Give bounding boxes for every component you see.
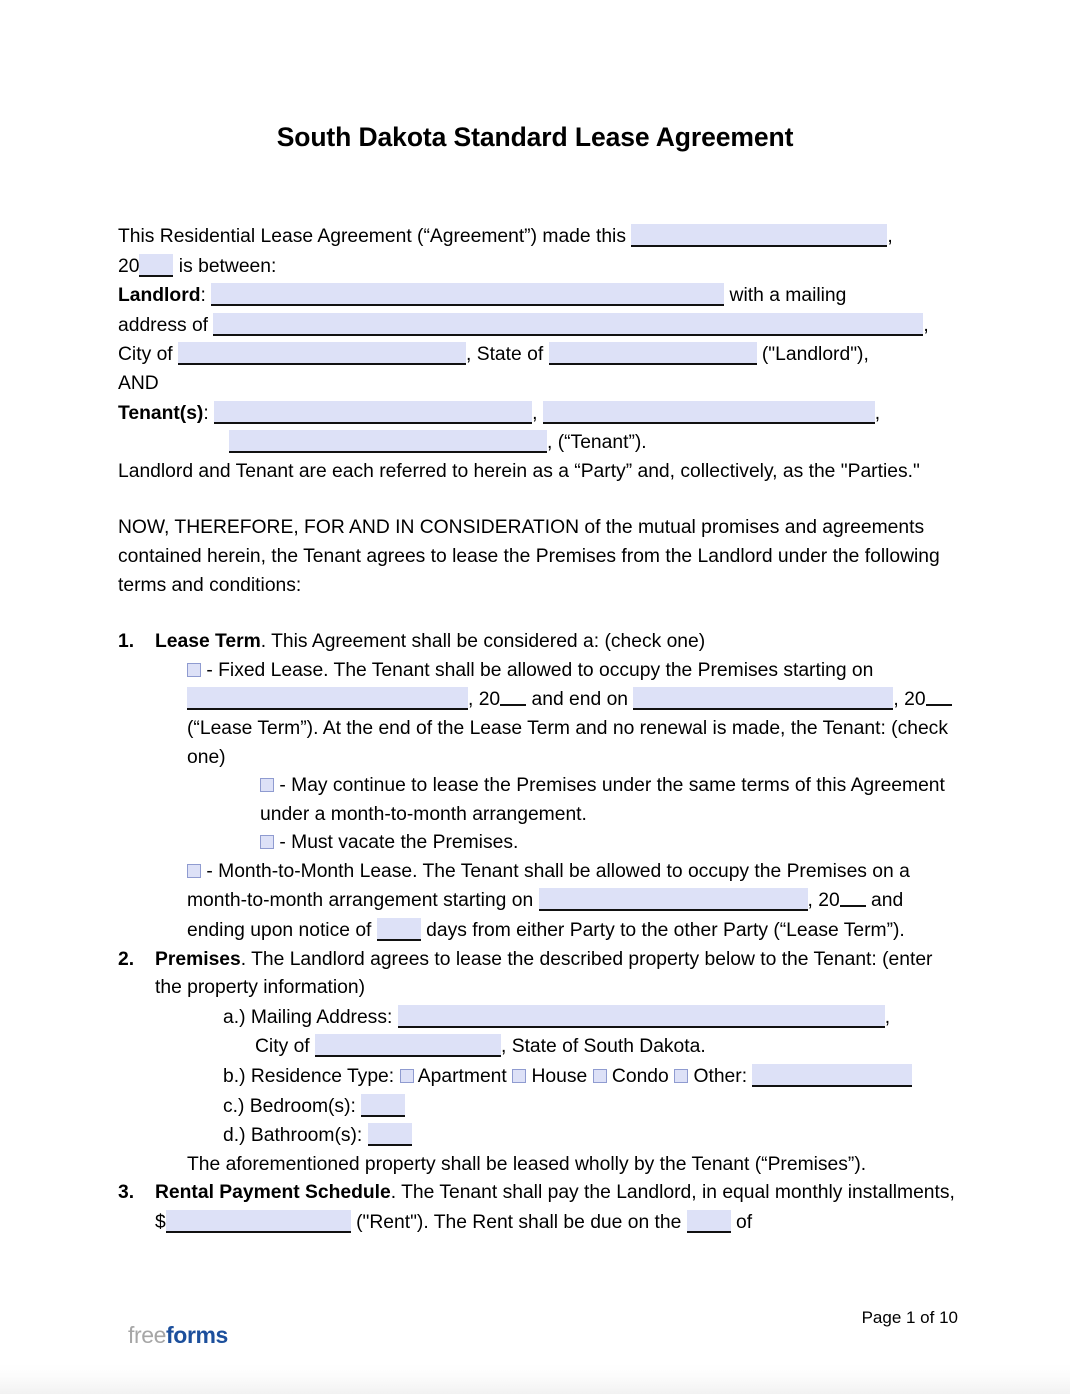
tenant-separator: , <box>532 402 543 424</box>
mtm-text-c: and ending upon notice of <box>187 890 904 942</box>
section-2-premises <box>118 946 958 1180</box>
option-continue-text: - May continue to lease the Premises under the same terms of this Agreement under a month-to-month arrangement. <box>260 775 945 825</box>
month-to-month-option <box>155 858 958 946</box>
page-footer <box>0 1308 1070 1360</box>
premises-mailing-address-field[interactable] <box>398 1005 885 1028</box>
freeforms-logo <box>128 1322 228 1349</box>
landlord-paren-text: ("Landlord"), <box>756 344 869 366</box>
checkbox-house[interactable] <box>512 1069 526 1083</box>
premises-residence-type-row <box>155 1062 958 1092</box>
rent-due-day-field[interactable] <box>687 1210 731 1233</box>
checkbox-condo[interactable] <box>593 1069 607 1083</box>
bathrooms-field[interactable] <box>368 1123 412 1146</box>
premises-tail-text: The aforementioned property shall be leased wholly by the Tenant (“Premises”). <box>187 1153 867 1175</box>
residence-house-label: House <box>526 1066 593 1088</box>
fixed-lease-end-date-field[interactable] <box>633 687 893 710</box>
section-3-rental-payment-schedule <box>118 1179 958 1237</box>
intro-comma: , <box>887 226 893 247</box>
section-1-lease-term <box>118 628 958 946</box>
logo-text-forms: forms <box>166 1322 228 1348</box>
section-2-number: 2. <box>118 948 135 970</box>
page-indicator: Page 1 of 10 <box>861 1308 958 1327</box>
fixed-lease-text-d: , 20 <box>893 689 926 711</box>
party-recital-paragraph: Landlord and Tenant are each referred to herein as a “Party” and, collectively, as the "Parties." <box>118 460 920 482</box>
fixed-lease-option <box>155 657 958 715</box>
bedrooms-field[interactable] <box>361 1094 405 1117</box>
premises-state-text: , State of South Dakota. <box>501 1036 706 1058</box>
premises-address-comma: , <box>884 1006 891 1028</box>
fixed-lease-text-a: - Fixed Lease. The Tenant shall be allowed to occupy the Premises starting on <box>201 659 874 681</box>
section-2-intro-text: . The Landlord agrees to lease the described property below to the Tenant: (enter the property information) <box>155 948 933 999</box>
section-1-intro-text: . This Agreement shall be considered a: (check one) <box>260 631 706 653</box>
now-therefore-paragraph: NOW, THEREFORE, FOR AND IN CONSIDERATION of the mutual promises and agreements contained herein, the Tenant agrees to lease the Premises from the Landlord under the following terms and conditions: <box>118 517 940 596</box>
mtm-start-date-field[interactable] <box>539 888 808 911</box>
option-vacate-text: - Must vacate the Premises. <box>274 832 519 854</box>
agreement-year-field[interactable] <box>139 254 173 277</box>
section-2-heading: Premises <box>155 948 241 970</box>
section-3-heading: Rental Payment Schedule <box>155 1182 391 1204</box>
premises-bedrooms-row <box>155 1092 958 1122</box>
checkbox-apartment[interactable] <box>400 1069 414 1083</box>
fixed-lease-end-year-blank[interactable] <box>926 688 952 706</box>
option-continue-lease <box>155 772 958 829</box>
section-2-intro <box>155 946 958 1003</box>
landlord-colon: : <box>200 285 212 307</box>
tenant-name-field-3[interactable] <box>229 430 547 453</box>
tenants-label: Tenant(s) <box>118 402 204 424</box>
checkbox-other[interactable] <box>674 1069 688 1083</box>
premises-city-row <box>155 1032 958 1062</box>
premises-bathrooms-row <box>155 1121 958 1151</box>
landlord-city-field[interactable] <box>178 342 466 365</box>
mtm-text-b: , 20 <box>807 890 840 912</box>
tenants-colon: : <box>203 402 215 424</box>
tenant-name-field-2[interactable] <box>543 401 875 424</box>
mtm-start-year-blank[interactable] <box>840 889 866 907</box>
city-of-label: City of <box>118 344 178 366</box>
fixed-lease-start-year-blank[interactable] <box>500 688 526 706</box>
agreement-date-field[interactable] <box>631 224 887 247</box>
intro-text-2: is between: <box>173 255 277 277</box>
checkbox-fixed-lease[interactable] <box>187 663 201 677</box>
mtm-text-d: days from either Party to the other Party (“Lease Term”). <box>420 920 905 942</box>
residence-apartment-label: Apartment <box>413 1066 513 1088</box>
intro-year-prefix: 20 <box>118 255 140 277</box>
residence-condo-label: Condo <box>606 1066 675 1088</box>
rent-tail-text: of <box>730 1212 753 1233</box>
premises-city-label: City of <box>255 1036 315 1058</box>
logo-text-free: free <box>128 1322 167 1348</box>
rent-mid-text: ("Rent"). The Rent shall be due on the <box>350 1212 687 1233</box>
residence-other-label: Other: <box>688 1066 753 1088</box>
premises-mailing-address-row <box>155 1003 958 1033</box>
fixed-lease-text-c: and end on <box>526 689 634 711</box>
landlord-block <box>118 281 958 398</box>
option-vacate-premises <box>155 829 958 858</box>
mtm-notice-days-field[interactable] <box>377 918 421 941</box>
tenant-trailing-comma: , <box>874 402 881 424</box>
section-1-number: 1. <box>118 631 135 653</box>
document-body <box>118 222 958 1238</box>
section-1-heading: Lease Term <box>155 631 261 653</box>
section-3-content <box>155 1179 958 1237</box>
checkbox-month-to-month-lease[interactable] <box>187 864 201 878</box>
page-title: South Dakota Standard Lease Agreement <box>276 122 794 152</box>
bathrooms-label: d.) Bathroom(s): <box>223 1125 368 1147</box>
state-of-label: , State of <box>466 344 549 366</box>
section-3-number: 3. <box>118 1182 135 1204</box>
checkbox-continue-month-to-month[interactable] <box>260 778 274 792</box>
premises-city-field[interactable] <box>315 1034 501 1057</box>
section-3-intro-text: . The Tenant shall pay the Landlord, in equal monthly installments, $ <box>155 1182 955 1233</box>
intro-text-1: This Residential Lease Agreement (“Agreement”) made this <box>118 226 632 247</box>
rent-amount-field[interactable] <box>166 1210 351 1233</box>
and-connector: AND <box>118 372 159 394</box>
tenant-name-field-1[interactable] <box>214 401 532 424</box>
landlord-mailing-text: with a mailing <box>724 285 847 307</box>
lease-term-tail: (“Lease Term”). At the end of the Lease Term and no renewal is made, the Tenant: (check one) <box>187 717 948 768</box>
premises-address-label: a.) Mailing Address: <box>223 1006 398 1028</box>
fixed-lease-text-b: , 20 <box>468 689 501 711</box>
tenant-paren-text: , (“Tenant”). <box>547 432 647 454</box>
residence-type-label: b.) Residence Type: <box>223 1066 400 1088</box>
address-of-label: address of <box>118 314 214 336</box>
address-comma: , <box>923 314 929 336</box>
checkbox-must-vacate[interactable] <box>260 835 274 849</box>
bedrooms-label: c.) Bedroom(s): <box>223 1095 362 1117</box>
mtm-text-a: - Month-to-Month Lease. The Tenant shall be allowed to occupy the Premises on a month-to-month arrangement starting on <box>187 860 910 912</box>
landlord-address-field[interactable] <box>213 313 923 336</box>
landlord-label: Landlord <box>118 285 201 307</box>
section-1-intro <box>155 628 958 657</box>
page-bottom-shadow <box>0 1364 1070 1394</box>
residence-other-field[interactable] <box>752 1064 912 1087</box>
landlord-name-field[interactable] <box>211 283 724 306</box>
fixed-lease-start-date-field[interactable] <box>187 687 468 710</box>
intro-paragraph <box>118 222 958 281</box>
tenant-block <box>118 399 958 458</box>
landlord-state-field[interactable] <box>549 342 757 365</box>
